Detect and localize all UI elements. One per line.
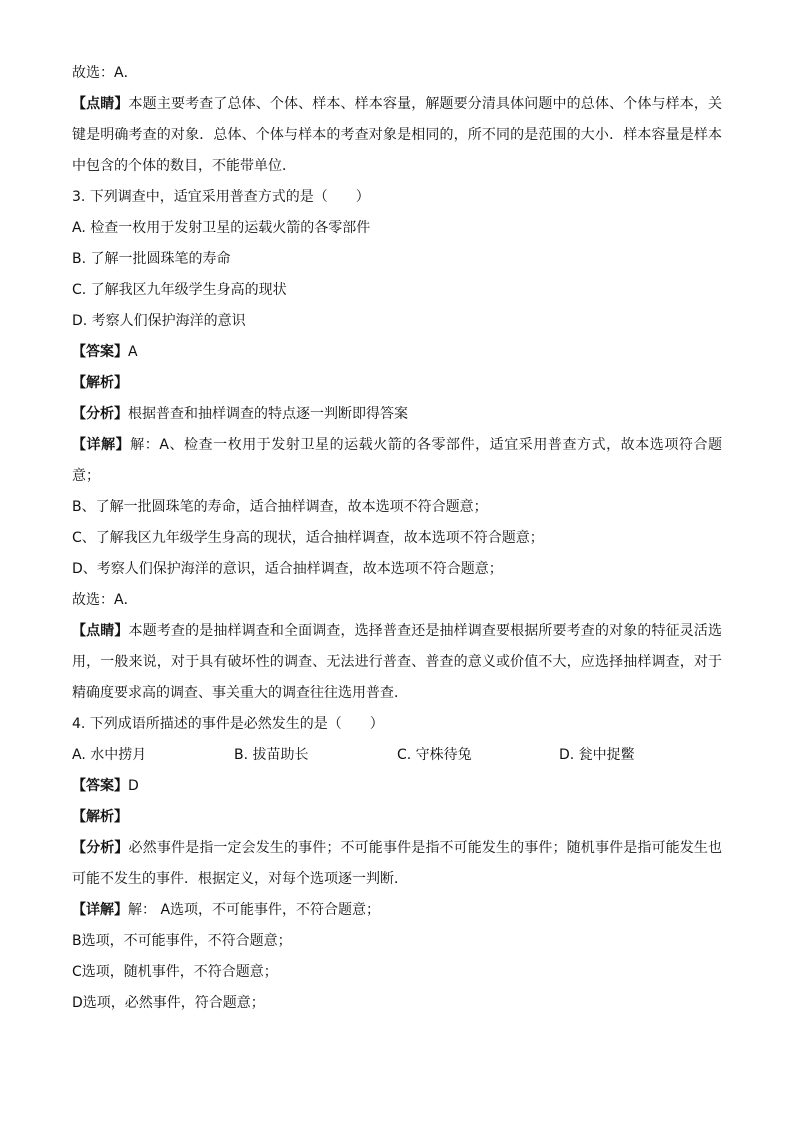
tag-answer: 【答案】 — [72, 344, 128, 360]
question-3-option-b: B. 了解一批圆珠笔的寿命 — [72, 251, 231, 267]
answer-4 — [72, 771, 722, 802]
tag-answer: 【答案】 — [72, 778, 128, 794]
paragraph-text: 本题主要考查了总体、个体、样本、样本容量，解题要分清具体问题中的总体、个体与样本，关键是明确考查的对象．总体、个体与样本的考查对象是相同的，所不同的是范围的大小．样本容量是样本中包含的个体的数目，不能带单位． — [72, 96, 723, 174]
tag-xiangjie: 【详解】 — [72, 437, 131, 453]
fenxi-4 — [72, 833, 722, 895]
tag-fenxi: 【分析】 — [72, 840, 129, 856]
xiangjie-4-line-b: B选项，不可能事件，不符合题意； — [72, 933, 292, 949]
xiangjie-text: 解： A选项，不可能事件，不符合题意； — [128, 902, 381, 918]
xiangjie-text: 解：A、检查一枚用于发射卫星的运载火箭的各零部件，适宜采用普查方式，故本选项符合题意； — [72, 437, 723, 484]
xiangjie-4-line-d: D选项，必然事件，符合题意； — [72, 995, 265, 1011]
question-3-stem: 3. 下列调查中，适宜采用普查方式的是（ ） — [72, 189, 370, 205]
analysis-heading-3 — [72, 368, 722, 399]
fenxi-text: 根据普查和抽样调查的特点逐一判断即得答案 — [128, 406, 408, 422]
tag-dianjing: 【点睛】 — [72, 96, 129, 112]
question-3-option-c: C. 了解我区九年级学生身高的现状 — [72, 282, 287, 298]
question-3-option-a: A. 检查一枚用于发射卫星的运载火箭的各零部件 — [72, 220, 371, 236]
question-4-options — [72, 740, 722, 771]
paragraph-dianjing-3 — [72, 616, 722, 709]
question-4-option-c: C. 守株待兔 — [397, 747, 472, 763]
tag-fenxi: 【分析】 — [72, 406, 128, 422]
xiangjie-3 — [72, 430, 722, 492]
question-3-option-d: D. 考察人们保护海洋的意识 — [72, 313, 246, 329]
tag-xiangjie: 【详解】 — [72, 902, 128, 918]
xiangjie-4 — [72, 895, 722, 926]
answer-value: A — [128, 344, 138, 360]
question-4-stem: 4. 下列成语所描述的事件是必然发生的是（ ） — [72, 716, 384, 732]
question-4-option-a: A. 水中捞月 — [72, 747, 147, 763]
answer-3 — [72, 337, 722, 368]
xiangjie-3-line-c: C、了解我区九年级学生身高的现状，适合抽样调查，故本选项不符合题意； — [72, 530, 544, 546]
paragraph-text: 本题考查的是抽样调查和全面调查，选择普查还是抽样调查要根据所要考查的对象的特征灵活选用，一般来说，对于具有破坏性的调查、无法进行普查、普查的意义或价值不大，应选择抽样调查，对于精确度要求高的调查、事关重大的调查往往选用普查． — [72, 623, 723, 701]
xiangjie-3-line-d: D、考察人们保护海洋的意识，适合抽样调查，故本选项不符合题意； — [72, 561, 503, 577]
fenxi-3 — [72, 399, 722, 430]
analysis-heading-4 — [72, 802, 722, 833]
question-4-option-b: B. 拔苗助长 — [234, 747, 309, 763]
paragraph-conclusion-1: 故选：A． — [72, 65, 138, 81]
tag-analysis: 【解析】 — [72, 375, 128, 391]
xiangjie-3-line-b: B、了解一批圆珠笔的寿命，适合抽样调查，故本选项不符合题意； — [72, 499, 488, 515]
paragraph-dianjing-1 — [72, 89, 722, 182]
tag-analysis: 【解析】 — [72, 809, 128, 825]
tag-dianjing: 【点睛】 — [72, 623, 129, 639]
paragraph-conclusion-3: 故选：A． — [72, 592, 138, 608]
fenxi-text: 必然事件是指一定会发生的事件；不可能事件是指不可能发生的事件；随机事件是指可能发生也可能不发生的事件．根据定义，对每个选项逐一判断． — [72, 840, 723, 887]
xiangjie-4-line-c: C选项，随机事件，不符合题意； — [72, 964, 278, 980]
question-4-option-d: D. 瓮中捉鳖 — [559, 747, 635, 763]
answer-value: D — [128, 778, 139, 794]
